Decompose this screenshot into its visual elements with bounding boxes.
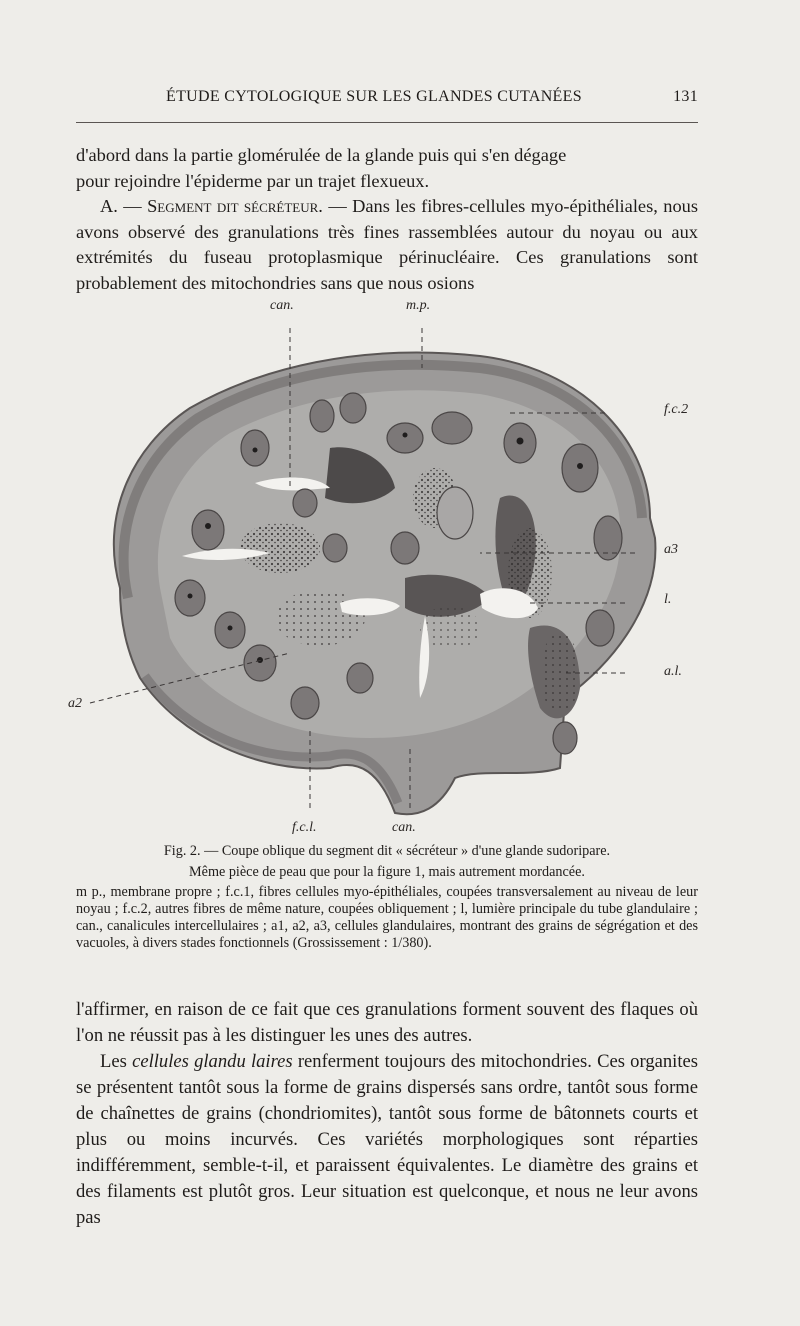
p2-italic: cellules glandu laires	[132, 1051, 293, 1072]
granulation-cluster	[420, 606, 480, 650]
caption-legend: m p., membrane propre ; f.c.1, fibres cellules myo-épithéliales, coupées transversalement au niveau de leur noyau ; f.c.2, autres fibres de même nature, coupées obliquement ; l, lumière principale du tube glandulaire ; can., canalicules intercellulaires ; a1, a2, a3, cellules glandulaires, montrant des grains de ségrégation et des vacuoles, à divers stades fonctionnels (Grossissement : 1/380).	[76, 884, 698, 951]
running-header	[76, 88, 698, 114]
header-rule	[76, 122, 698, 123]
bottom-paragraph-2	[76, 1049, 698, 1231]
label-mp: m.p.	[406, 298, 431, 313]
label-a3: a3	[664, 542, 678, 557]
histology-figure	[60, 298, 710, 838]
section-heading: Segment dit sécréteur.	[147, 196, 323, 216]
granulation-cluster	[240, 523, 320, 573]
granulation-cluster	[275, 590, 365, 646]
p2-rest: renferment toujours des mitochondries. Ces organites se présentent tantôt sous la forme de grains dispersés sans ordre, tantôt sous forme de chaînettes de grains (chondriomites), tantôt sous forme de bâtonnets courts et plus ou moins incurvés. Ces variétés morphologiques sont réparties indifféremment, semble-t-il, et paraissent équivalentes. Le diamètre des grains et des filaments est plutôt gros. Leur situation est quelconque, et nous ne leur avons pas	[76, 1051, 699, 1228]
paragraph-marker: A. —	[100, 196, 142, 216]
caption-subtitle: Même pièce de peau que pour la figure 1, mais autrement mordancée.	[189, 864, 585, 880]
label-fcl-bottom: f.c.l.	[292, 820, 317, 835]
label-can-bottom: can.	[392, 820, 416, 835]
p2-lead: Les	[100, 1051, 133, 1072]
bottom-paragraph-1: l'affirmer, en raison de ce fait que ces granulations forment souvent des flaques où l'on ne réussit pas à les distinguer les unes des autres.	[76, 999, 698, 1046]
top-line-2: pour rejoindre l'épiderme par un trajet flexueux.	[76, 170, 430, 191]
figure-caption	[76, 843, 698, 952]
label-can-top: can.	[270, 298, 294, 313]
top-line-1: d'abord dans la partie glomérulée de la glande puis qui s'en dégage	[76, 145, 567, 165]
running-title: ÉTUDE CYTOLOGIQUE SUR LES GLANDES CUTANÉES	[166, 88, 582, 105]
bottom-text	[76, 997, 698, 1231]
label-a2: a2	[68, 696, 82, 711]
label-fc2: f.c.2	[664, 402, 689, 417]
granulation-cluster	[540, 633, 580, 713]
page-number: 131	[673, 88, 698, 105]
label-l: l.	[664, 592, 672, 607]
label-al: a.l.	[664, 664, 682, 679]
top-text	[76, 143, 698, 296]
gland-section-illustration	[60, 298, 710, 838]
segment-text: — Dans les fibres-cellules myo-épithéliales, nous avons observé des granulations très fines rassemblées autour du noyau ou aux extrémités du fuseau protoplasmique périnucléaire. Ces granulations sont probablement des mitochondries sans que nous osions	[76, 196, 698, 293]
caption-title: Fig. 2. — Coupe oblique du segment dit « sécréteur » d'une glande sudoripare.	[163, 843, 611, 859]
segment-paragraph	[76, 194, 698, 296]
